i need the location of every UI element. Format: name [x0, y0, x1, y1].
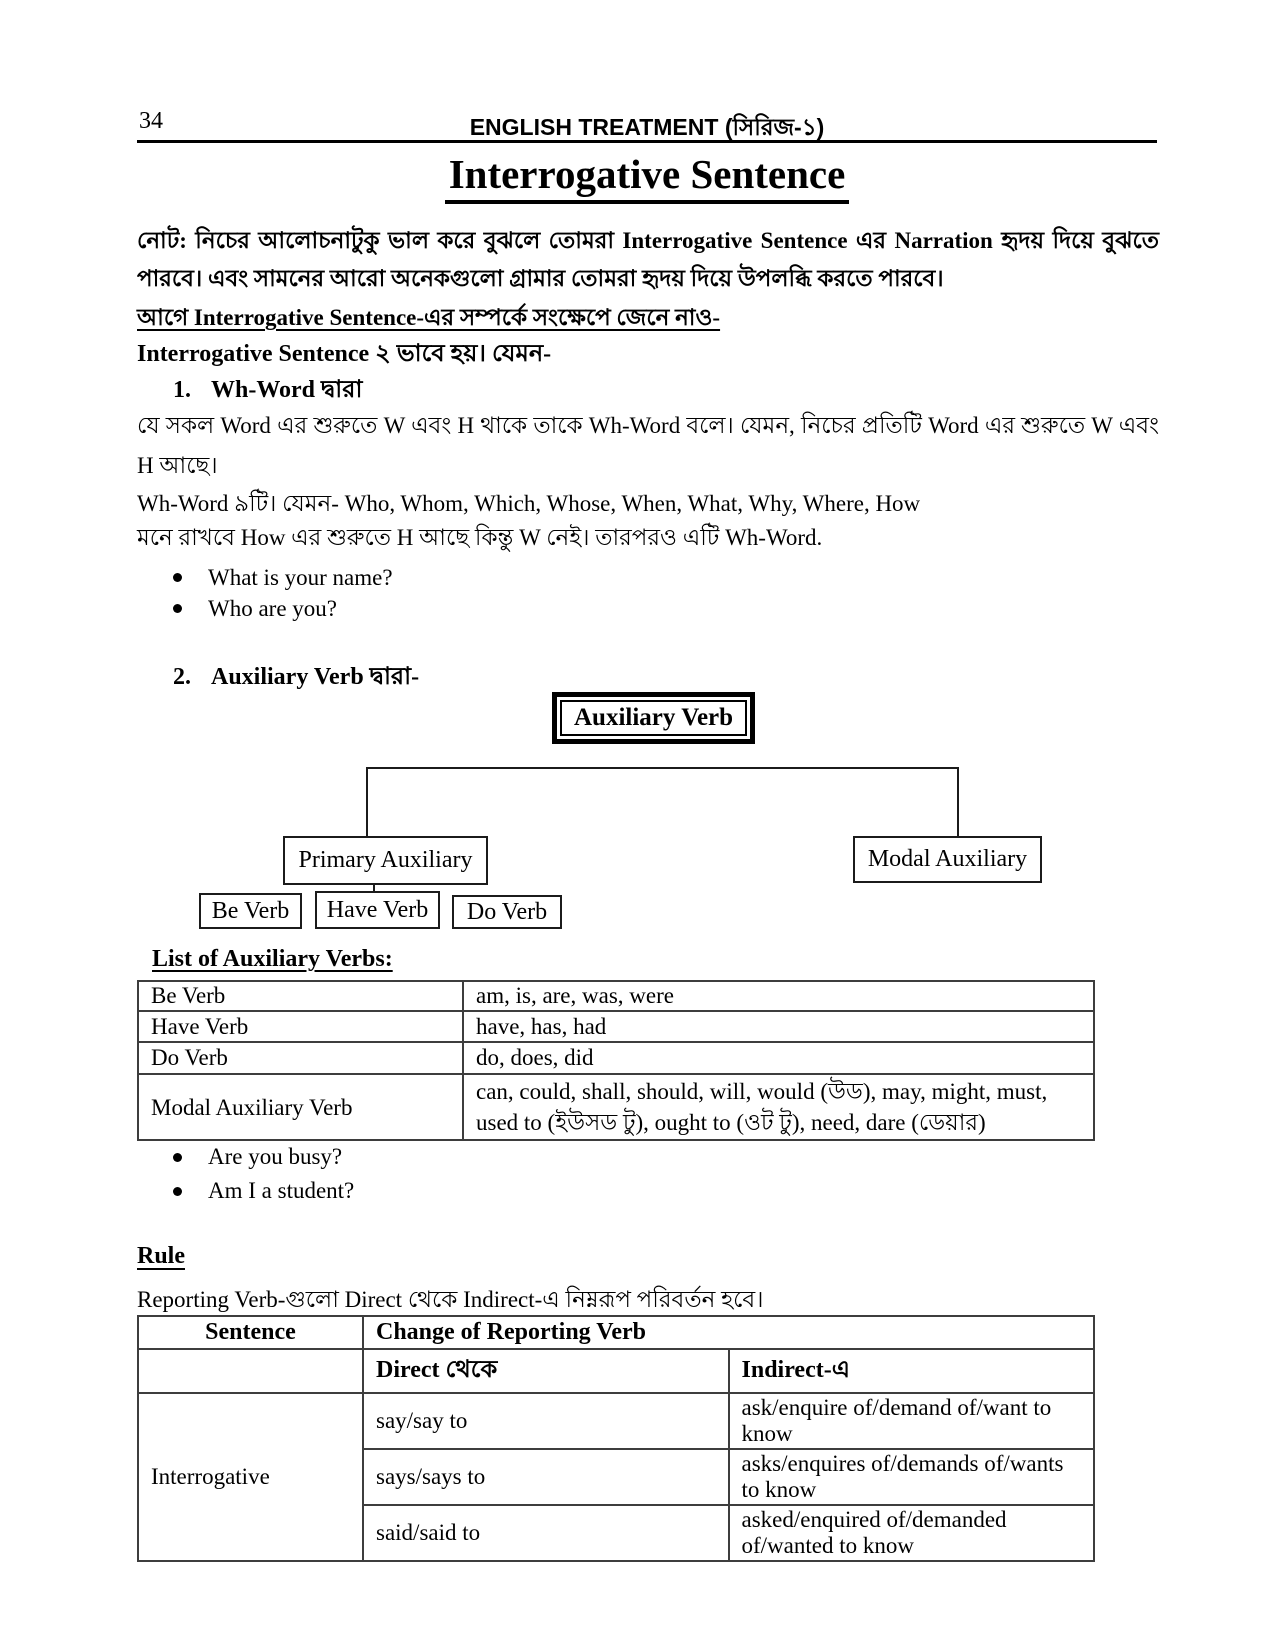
row-label-cell: Have Verb	[138, 1011, 463, 1042]
list-item	[173, 1140, 973, 1174]
aux-verbs-list-heading: List of Auxiliary Verbs:	[152, 946, 393, 972]
table-row	[138, 1074, 1094, 1140]
bullet-icon	[173, 1153, 182, 1162]
list-item	[173, 1174, 973, 1208]
know-first-text: আগে Interrogative Sentence-এর সম্পর্কে সংক্ষেপে জেনে নাও-	[137, 305, 721, 330]
page-header	[137, 106, 1157, 143]
list-item	[173, 562, 973, 593]
example-text: Are you busy?	[208, 1144, 343, 1169]
diagram-be-verb-box	[199, 893, 302, 929]
two-ways-line: Interrogative Sentence ২ ভাবে হয়। যেমন-	[137, 341, 552, 367]
direct-header-cell: Direct থেকে	[363, 1349, 729, 1393]
wh-paragraph-1: যে সকল Word এর শুরুতে W এবং H থাকে তাকে Wh-Word বলে। যেমন, নিচের প্রতিটি Word এর শুরুতে W এবং H আছে।	[137, 413, 1159, 478]
aux-section-number: 2.	[173, 664, 191, 690]
indirect-header-cell: Indirect-এ	[729, 1349, 1095, 1393]
diagram-root-box	[552, 692, 755, 744]
example-text: Who are you?	[208, 595, 337, 621]
auxiliary-verb-diagram	[137, 690, 1157, 942]
diagram-do-verb-label: Do Verb	[466, 898, 548, 925]
indirect-cell: asked/enquired of/demanded of/wanted to know	[729, 1505, 1095, 1561]
diagram-connector-left	[366, 767, 368, 845]
diagram-connector-right	[957, 767, 959, 843]
bullet-icon	[173, 573, 182, 582]
change-header-cell: Change of Reporting Verb	[363, 1316, 1094, 1349]
diagram-primary-box	[283, 836, 488, 885]
bullet-icon	[173, 604, 182, 613]
example-text: Am I a student?	[208, 1178, 355, 1203]
diagram-modal-label: Modal Auxiliary	[867, 846, 1028, 872]
sentence-type-cell: Interrogative	[138, 1393, 363, 1561]
table-row	[138, 1042, 1094, 1074]
rule-paragraph: Reporting Verb-গুলো Direct থেকে Indirect-এ নিম্নরূপ পরিবর্তন হবে।	[137, 1287, 764, 1312]
diagram-be-verb-label: Be Verb	[211, 897, 290, 924]
wh-paragraph-3: মনে রাখবে How এর শুরুতে H আছে কিন্তু W নেই। তারপরও এটি Wh-Word.	[137, 525, 823, 550]
indirect-cell: asks/enquires of/demands of/wants to know	[729, 1449, 1095, 1505]
diagram-do-verb-box	[452, 895, 562, 929]
wh-example-list	[173, 562, 973, 624]
sentence-header-cell: Sentence	[138, 1316, 363, 1349]
note-paragraph: নোট: নিচের আলোচনাটুকু ভাল করে বুঝলে তোমরা Interrogative Sentence এর Narration হৃদয় দিয়ে বুঝতে পারবে। এবং সামনের আরো অনেকগুলো গ্রামার তোমরা হৃদয় দিয়ে উপলব্ধি করতে পারবে।	[137, 228, 1159, 291]
table-row	[138, 981, 1094, 1011]
page-title	[137, 152, 1157, 204]
diagram-modal-box	[853, 836, 1042, 883]
rule-heading: Rule	[137, 1243, 185, 1269]
wh-paragraph-2: Wh-Word ৯টি। যেমন- Who, Whom, Which, Whose, When, What, Why, Where, How	[137, 491, 921, 516]
page-title-text: Interrogative Sentence	[445, 152, 850, 204]
row-label-cell: Be Verb	[138, 981, 463, 1011]
know-first-line	[137, 299, 1159, 337]
aux-example-list	[173, 1140, 973, 1208]
direct-cell: said/said to	[363, 1505, 729, 1561]
table-subheader-row	[138, 1349, 1094, 1393]
row-value-cell: do, does, did	[463, 1042, 1094, 1074]
table-row	[138, 1393, 1094, 1449]
reporting-verb-table	[137, 1315, 1095, 1562]
table-header-row	[138, 1316, 1094, 1349]
wh-section-number: 1.	[173, 377, 191, 403]
row-value-cell: can, could, shall, should, will, would (উড), may, might, must, used to (ইউসড টু), ought to (ওট টু), need, dare (ডেয়ার)	[463, 1074, 1094, 1140]
example-text: What is your name?	[208, 564, 393, 590]
diagram-have-verb-box	[315, 891, 440, 929]
indirect-cell: ask/enquire of/demand of/want to know	[729, 1393, 1095, 1449]
diagram-primary-label: Primary Auxiliary	[298, 847, 473, 873]
page-number: 34	[139, 108, 163, 134]
wh-section-title: Wh-Word দ্বারা	[211, 377, 363, 403]
aux-section-title: Auxiliary Verb দ্বারা-	[211, 664, 420, 690]
wh-section-heading	[173, 371, 1073, 411]
empty-cell	[138, 1349, 363, 1393]
row-label-cell: Modal Auxiliary Verb	[138, 1074, 463, 1140]
row-value-cell: have, has, had	[463, 1011, 1094, 1042]
list-item	[173, 593, 973, 624]
direct-cell: says/says to	[363, 1449, 729, 1505]
diagram-root-label: Auxiliary Verb	[560, 700, 747, 736]
table-row	[138, 1011, 1094, 1042]
diagram-have-verb-label: Have Verb	[326, 896, 429, 923]
direct-cell: say/say to	[363, 1393, 729, 1449]
row-label-cell: Do Verb	[138, 1042, 463, 1074]
aux-verbs-table	[137, 980, 1095, 1141]
diagram-connector-horizontal	[366, 767, 959, 769]
header-title: ENGLISH TREATMENT (সিরিজ-১)	[469, 114, 825, 140]
row-value-cell: am, is, are, was, were	[463, 981, 1094, 1011]
bullet-icon	[173, 1187, 182, 1196]
